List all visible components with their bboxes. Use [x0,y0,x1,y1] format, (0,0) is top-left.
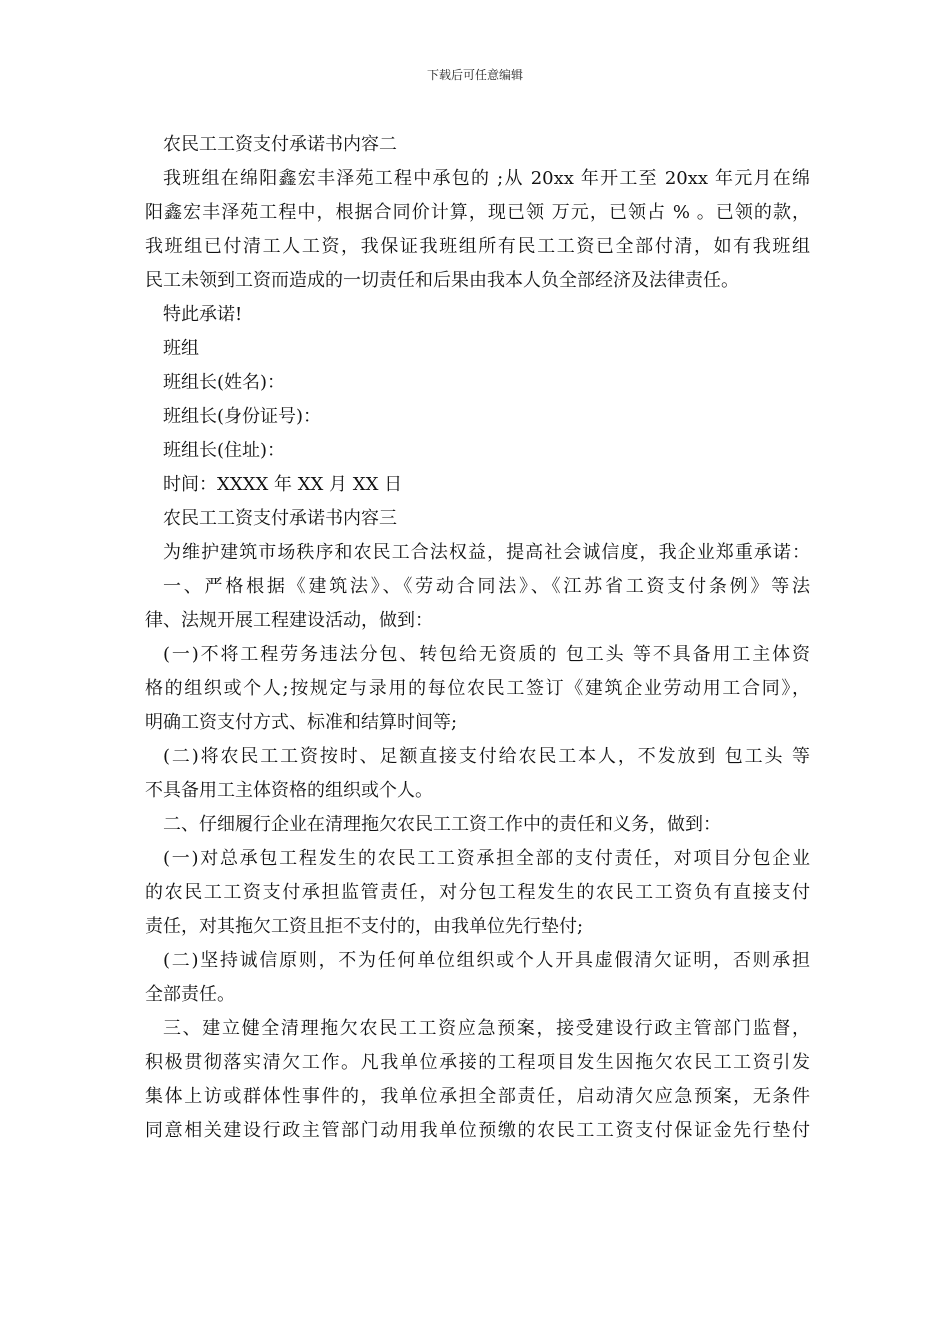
paragraph-line: (一)不将工程劳务违法分包、转包给无资质的 包工头 等不具备用工主体资 [163,644,810,665]
paragraph-line: 集体上访或群体性事件的，我单位承担全部责任，启动清欠应急预案，无条件 [145,1086,810,1107]
signature-leader-id: 班组长(身份证号)： [163,406,322,427]
document-body [145,128,810,1148]
paragraph-line: 我班组已付清工人工资，我保证我班组所有民工工资已全部付清，如有我班组 [145,236,810,257]
signature-leader-name: 班组长(姓名)： [163,372,286,393]
paragraph-line: 积极贯彻落实清欠工作。凡我单位承接的工程项目发生因拖欠农民工工资引发 [145,1052,810,1073]
paragraph-line: 不具备用工主体资格的组织或个人。 [145,780,433,801]
paragraph-line: 民工未领到工资而造成的一切责任和后果由我本人负全部经济及法律责任。 [145,270,739,291]
paragraph-line: 律、法规开展工程建设活动，做到： [145,610,433,631]
signature-team: 班组 [163,338,199,359]
section-title-2: 农民工工资支付承诺书内容二 [163,134,397,155]
paragraph-line: 一、严格根据《建筑法》、《劳动合同法》、《江苏省工资支付条例》等法 [163,576,810,597]
signature-leader-address: 班组长(住址)： [163,440,286,461]
paragraph-line: 我班组在绵阳鑫宏丰泽苑工程中承包的 ;从 20xx 年开工至 20xx 年元月在绵 [163,168,810,189]
paragraph-line: (二)将农民工工资按时、足额直接支付给农民工本人，不发放到 包工头 等 [163,746,810,767]
paragraph-line: (一)对总承包工程发生的农民工工资承担全部的支付责任，对项目分包企业 [163,848,810,869]
paragraph-line: 为维护建筑市场秩序和农民工合法权益，提高社会诚信度，我企业郑重承诺： [163,542,810,563]
paragraph-line: 阳鑫宏丰泽苑工程中，根据合同价计算，现已领 万元，已领占 % 。已领的款， [145,202,810,223]
paragraph-line: 三、建立健全清理拖欠农民工工资应急预案，接受建设行政主管部门监督， [163,1018,810,1039]
paragraph-line: (二)坚持诚信原则，不为任何单位组织或个人开具虚假清欠证明，否则承担 [163,950,810,971]
section-title-3: 农民工工资支付承诺书内容三 [163,508,397,529]
paragraph-line: 全部责任。 [145,984,235,1005]
signature-date: 时间：XXXX 年 XX 月 XX 日 [163,474,403,495]
paragraph-line: 二、仔细履行企业在清理拖欠农民工工资工作中的责任和义务，做到： [163,814,721,835]
paragraph-line: 同意相关建设行政主管部门动用我单位预缴的农民工工资支付保证金先行垫付 [145,1120,810,1141]
paragraph-line: 明确工资支付方式、标准和结算时间等; [145,712,458,733]
paragraph-line: 的农民工工资支付承担监管责任，对分包工程发生的农民工工资负有直接支付 [145,882,810,903]
closing-line: 特此承诺! [163,304,243,325]
page-header: 下载后可任意编辑 [426,68,523,82]
paragraph-line: 格的组织或个人;按规定与录用的每位农民工签订《建筑企业劳动用工合同》， [145,678,810,699]
paragraph-line: 责任，对其拖欠工资且拒不支付的，由我单位先行垫付; [145,916,584,937]
